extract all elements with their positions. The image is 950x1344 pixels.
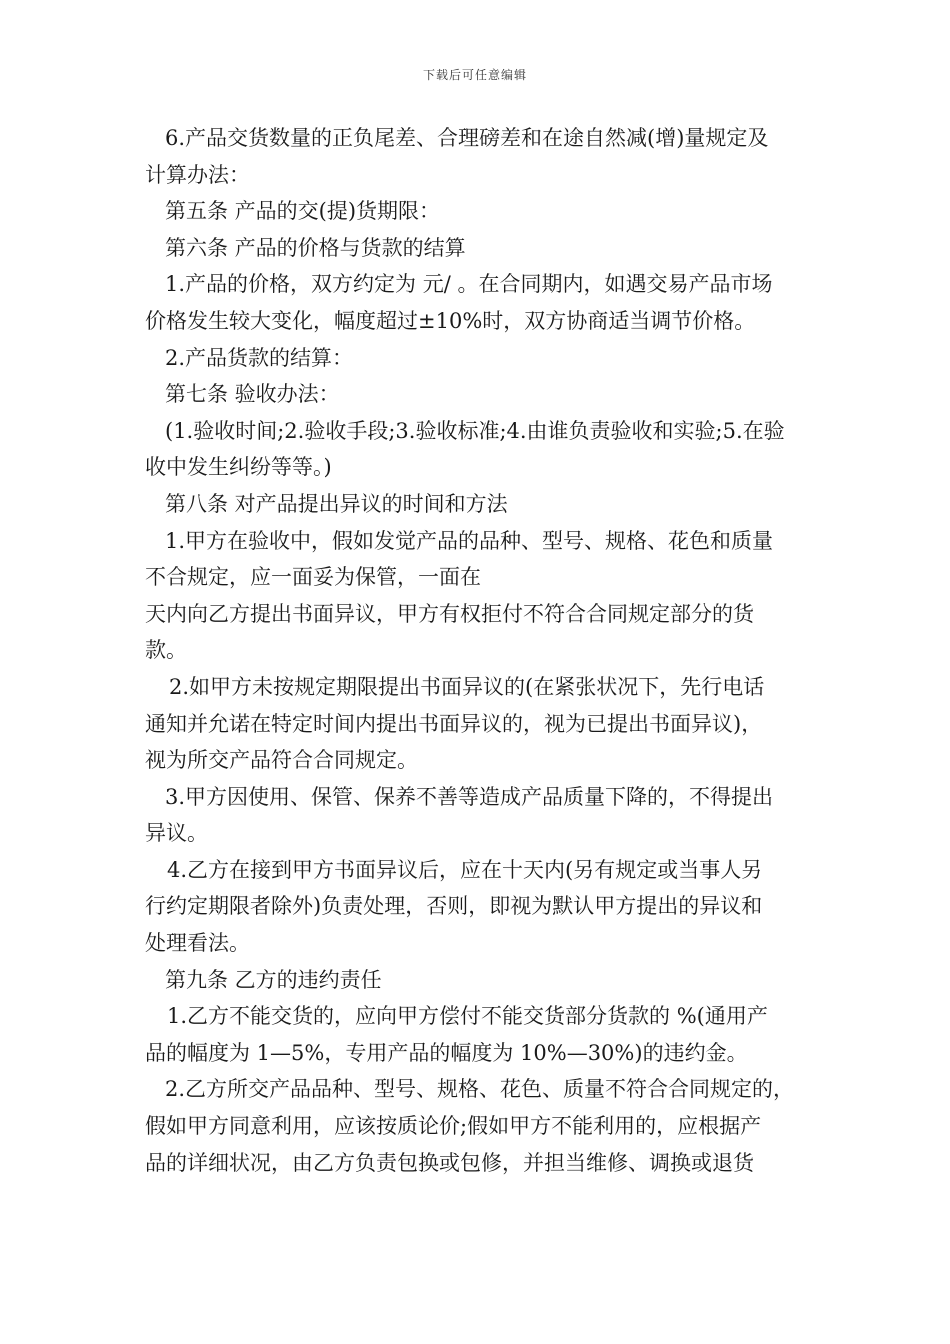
text-line: 通知并允诺在特定时间内提出书面异议的，视为已提出书面异议)， (145, 711, 763, 736)
text-line: 品的幅度为 1—5%，专用产品的幅度为 10%—30%)的违约金。 (145, 1040, 748, 1065)
text-line: 计算办法： (145, 162, 250, 187)
text-line: 1.产品的价格，双方约定为 元/ 。在合同期内，如遇交易产品市场 (165, 272, 773, 297)
text-line: 品的详细状况，由乙方负责包换或包修，并担当维修、调换或退货 (145, 1150, 754, 1175)
text-line: 第七条 验收办法： (165, 382, 340, 407)
text-line: 1.甲方在验收中，假如发觉产品的品种、型号、规格、花色和质量 (165, 528, 774, 553)
text-line: 价格发生较大变化，幅度超过±10%时，双方协商适当调节价格。 (145, 308, 756, 333)
text-line: 第五条 产品的交(提)货期限： (165, 199, 441, 224)
text-line: 假如甲方同意利用，应该按质论价;假如甲方不能利用的，应根据产 (145, 1114, 762, 1139)
text-line: 4.乙方在接到甲方书面异议后，应在十天内(另有规定或当事人另 (167, 857, 763, 882)
text-line: 第九条 乙方的违约责任 (165, 967, 382, 992)
text-line: 2.如甲方未按规定期限提出书面异议的(在紧张状况下，先行电话 (169, 674, 765, 699)
text-line: 2.乙方所交产品品种、型号、规格、花色、质量不符合合同规定的， (165, 1077, 795, 1102)
text-line: 第六条 产品的价格与货款的结算 (165, 235, 466, 260)
text-line: 天内向乙方提出书面异议，甲方有权拒付不符合合同规定部分的货 (145, 601, 754, 626)
text-line: 2.产品货款的结算： (165, 345, 354, 370)
text-line: 6.产品交货数量的正负尾差、合理磅差和在途自然减(增)量规定及 (165, 126, 769, 150)
text-line: 行约定期限者除外)负责处理，否则，即视为默认甲方提出的异议和 (145, 894, 763, 919)
text-line: (1.验收时间;2.验收手段;3.验收标准;4.由谁负责验收和实验;5.在验 (165, 418, 785, 443)
text-line: 收中发生纠纷等等。) (145, 455, 332, 480)
document-body (145, 120, 810, 1181)
text-line: 第八条 对产品提出异议的时间和方法 (165, 491, 508, 516)
text-line: 1.乙方不能交货的，应向甲方偿付不能交货部分货款的 %(通用产 (167, 1004, 768, 1029)
text-line: 处理看法。 (145, 931, 250, 956)
text-line: 视为所交产品符合合同规定。 (145, 748, 418, 773)
text-line: 不合规定，应一面妥为保管，一面在 (145, 565, 481, 590)
page-header: 下载后可任意编辑 (422, 68, 527, 82)
text-line: 异议。 (145, 821, 208, 846)
text-line: 款。 (145, 638, 187, 663)
text-line: 3.甲方因使用、保管、保养不善等造成产品质量下降的，不得提出 (165, 784, 774, 809)
